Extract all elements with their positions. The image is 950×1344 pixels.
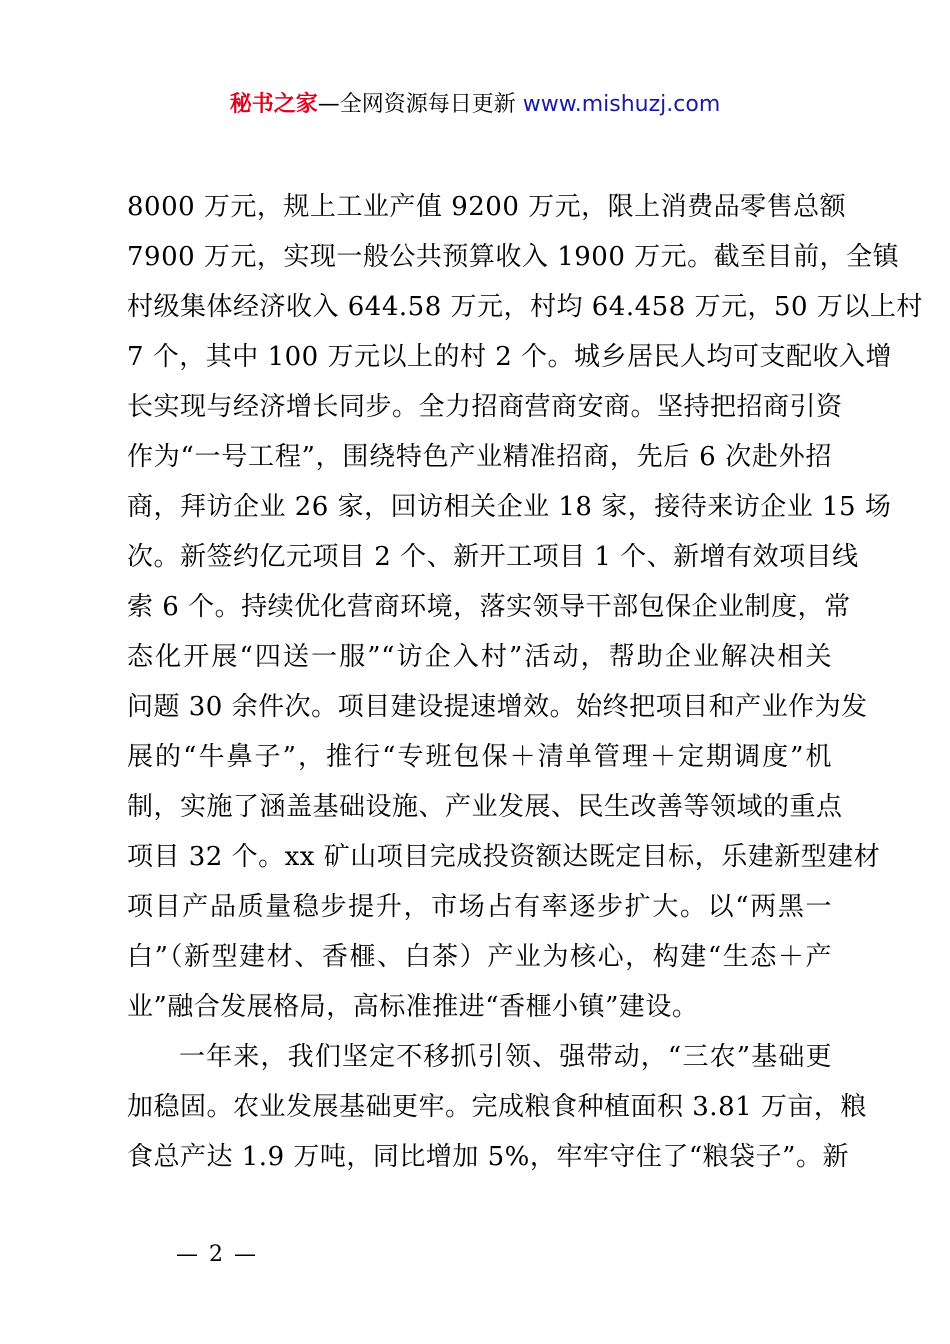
text-line: 次。新签约亿元项目 2 个、新开工项目 1 个、新增有效项目线	[127, 542, 859, 572]
text-line: 项目产品质量稳步提升，市场占有率逐步扩大。以“两黑一	[127, 892, 832, 922]
brand-name: 秘书之家	[229, 92, 318, 117]
paragraph-1	[127, 182, 923, 1032]
site-header	[0, 88, 950, 122]
text-line: 7 个，其中 100 万元以上的村 2 个。城乡居民人均可支配收入增	[127, 342, 893, 372]
text-line: 白”（新型建材、香榧、白茶）产业为核心，构建“生态＋产	[127, 942, 832, 972]
text-line: 索 6 个。持续优化营商环境，落实领导干部包保企业制度，常	[127, 592, 851, 622]
text-line: 食总产达 1.9 万吨，同比增加 5%，牢牢守住了“粮袋子”。新	[127, 1142, 849, 1172]
text-line: 7900 万元，实现一般公共预算收入 1900 万元。截至目前，全镇	[127, 242, 900, 272]
document-body	[127, 182, 923, 1182]
text-line: 商，拜访企业 26 家，回访相关企业 18 家，接待来访企业 15 场	[127, 492, 892, 522]
text-line: 态化开展“四送一服”“访企入村”活动，帮助企业解决相关	[127, 642, 832, 672]
header-url-link[interactable]: www.mishuzj.com	[522, 92, 721, 117]
text-line: 村级集体经济收入 644.58 万元，村均 64.458 万元，50 万以上村	[127, 292, 923, 322]
text-line: 问题 30 余件次。项目建设提速增效。始终把项目和产业作为发	[127, 692, 868, 722]
header-tagline: —全网资源每日更新	[317, 92, 523, 117]
page-number: — 2 —	[176, 1242, 258, 1267]
text-line: 业”融合发展格局，高标准推进“香榧小镇”建设。	[127, 992, 699, 1022]
text-line: 8000 万元，规上工业产值 9200 万元，限上消费品零售总额	[127, 192, 847, 222]
text-line: 加稳固。农业发展基础更牢。完成粮食种植面积 3.81 万亩，粮	[127, 1092, 867, 1122]
text-line: 制，实施了涵盖基础设施、产业发展、民生改善等领域的重点	[127, 792, 843, 822]
text-line: 长实现与经济增长同步。全力招商营商安商。坚持把招商引资	[127, 392, 843, 422]
text-line: 作为“一号工程”，围绕特色产业精准招商，先后 6 次赴外招	[127, 442, 832, 472]
text-line: 展的“牛鼻子”，推行“专班包保＋清单管理＋定期调度”机	[127, 742, 832, 772]
text-line: 一年来，我们坚定不移抓引领、强带动，“三农”基础更	[179, 1042, 832, 1072]
text-line: 项目 32 个。xx 矿山项目完成投资额达既定目标，乐建新型建材	[127, 842, 881, 872]
paragraph-2	[127, 1032, 867, 1182]
